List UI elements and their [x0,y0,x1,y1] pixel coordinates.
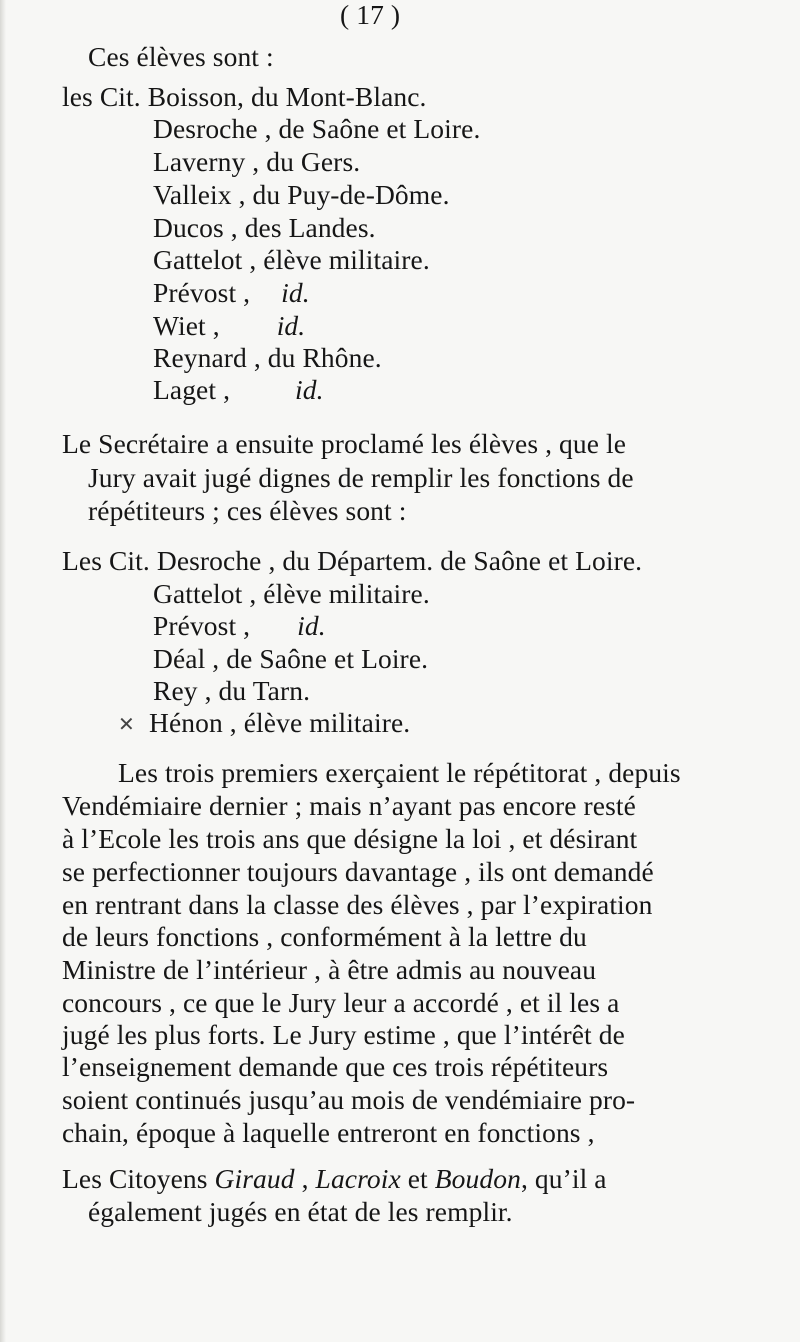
text-run: , qu’il a [520,1163,607,1194]
idem-mark: id. [281,277,310,308]
student-line: les Cit. Boisson, du Mont-Blanc. [62,81,427,112]
paragraph-line: jugé les plus forts. Le Jury estime , que l’intérêt de [62,1019,625,1050]
paragraph-line: soient continués jusqu’au mois de vendémiaire pro- [62,1084,636,1115]
paragraph-line: Vendémiaire dernier ; mais n’ayant pas encore resté [62,790,636,821]
text-run: Les Citoyens [62,1163,215,1194]
student-line: Desroche , de Saône et Loire. [153,113,481,144]
idem-mark: id. [297,610,326,641]
repetiteur-line: Gattelot , élève militaire. [153,578,430,609]
citizen-name: Giraud [214,1163,295,1194]
paragraph-line: Les trois premiers exerçaient le répétitorat , depuis [118,757,681,788]
student-line: Reynard , du Rhône. [153,342,382,373]
repetiteur-line: Hénon , élève militaire. [149,707,411,738]
student-line: Laverny , du Gers. [153,146,361,177]
page-edge-shadow [0,0,6,1342]
paragraph-line: l’enseignement demande que ces trois répétiteurs [62,1051,609,1082]
text-run: et [400,1163,435,1194]
paragraph-line: Ministre de l’intérieur , à être admis au nouveau [62,954,597,985]
paragraph-line: Le Secrétaire a ensuite proclamé les élèves , que le [62,428,627,459]
student-line [153,309,305,343]
paragraph-line: chain, époque à laquelle entreront en fonctions , [62,1117,595,1148]
student-line [153,373,324,407]
paragraph-line: répétiteurs ; ces élèves sont : [88,495,407,526]
repetiteur-line [153,609,326,643]
paragraph-line: concours , ce que le Jury leur a accordé , et il les a [62,987,620,1018]
text-run: , [294,1163,316,1194]
intro-line: Ces élèves sont : [88,41,274,72]
student-line: Gattelot , élève militaire. [153,244,430,275]
repetiteur-line: Déal , de Saône et Loire. [153,643,429,674]
paragraph-line: à l’Ecole les trois ans que désigne la loi , et désirant [62,823,638,854]
paragraph-line: en rentrant dans la classe des élèves , par l’expiration [62,889,653,920]
paragraph-line: Jury avait jugé dignes de remplir les fonctions de [88,462,634,493]
idem-mark: id. [295,374,324,405]
repetiteur-line: Les Cit. Desroche , du Départem. de Saône et Loire. [62,545,643,576]
student-line: Valleix , du Puy-de-Dôme. [153,179,450,210]
student-line [153,276,310,310]
citizen-name: Lacroix [315,1163,401,1194]
idem-mark: id. [276,310,306,341]
student-name: Laget , [153,374,231,405]
student-name: Prévost , [153,277,251,308]
citizen-name: Boudon [434,1163,521,1194]
paragraph-line: également jugés en état de les remplir. [88,1196,513,1227]
paragraph-line [62,1162,607,1196]
page-number: ( 17 ) [340,0,401,30]
paragraph-line: se perfectionner toujours davantage , ils ont demandé [62,856,654,887]
repetiteur-name: Prévost , [153,610,251,641]
handwritten-cross-mark: ✕ [118,712,135,736]
student-line: Ducos , des Landes. [153,212,376,243]
paragraph-line: de leurs fonctions , conformément à la lettre du [62,921,587,952]
repetiteur-line: Rey , du Tarn. [153,675,311,706]
student-name: Wiet , [153,310,220,341]
